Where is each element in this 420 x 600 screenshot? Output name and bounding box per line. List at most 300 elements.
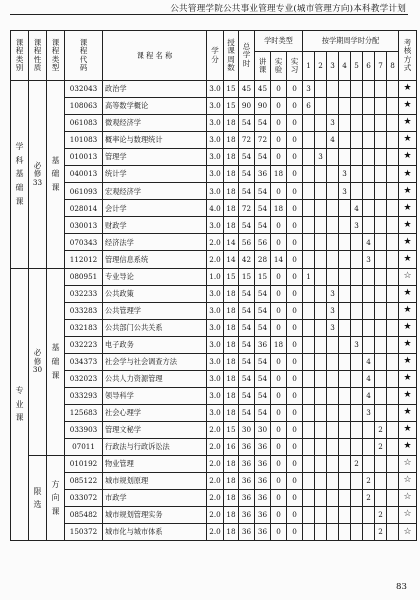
semester-8-hours [387, 200, 399, 217]
col-header-sem-2: 2 [315, 52, 327, 81]
assessment-icon: ☆ [399, 524, 417, 541]
semester-6-hours [363, 166, 375, 183]
semester-7-hours [375, 98, 387, 115]
semester-5-hours [351, 166, 363, 183]
semester-1-hours [303, 438, 315, 455]
semester-4-hours: 3 [339, 166, 351, 183]
semester-4-hours [339, 302, 351, 319]
semester-2-hours: 3 [315, 149, 327, 166]
semester-8-hours [387, 404, 399, 421]
practice-hours-cell: 0 [287, 490, 303, 507]
lecture-hours-cell: 36 [255, 524, 271, 541]
semester-1-hours [303, 387, 315, 404]
course-code: 028014 [65, 200, 103, 217]
semester-4-hours [339, 285, 351, 302]
table-row [11, 285, 417, 302]
semester-6-hours: 3 [363, 251, 375, 268]
weeks-cell: 18 [224, 319, 239, 336]
lab-hours-cell: 0 [271, 268, 287, 285]
course-code: 070343 [65, 234, 103, 251]
table-row [11, 183, 417, 200]
credit-cell: 1.0 [207, 268, 224, 285]
weeks-cell: 18 [224, 490, 239, 507]
credit-cell: 2.0 [207, 524, 224, 541]
table-row [11, 404, 417, 421]
credit-cell: 2.0 [207, 234, 224, 251]
semester-4-hours [339, 507, 351, 524]
practice-hours-cell: 0 [287, 200, 303, 217]
col-header-sem-8: 8 [387, 52, 399, 81]
table-row [11, 319, 417, 336]
page-number: 83 [396, 582, 407, 592]
lab-hours-cell: 0 [271, 421, 287, 438]
lab-hours-cell: 0 [271, 524, 287, 541]
semester-7-hours [375, 404, 387, 421]
col-header-code: 课程代码 [65, 31, 103, 81]
semester-8-hours [387, 336, 399, 353]
nature-char: 修 [33, 356, 42, 366]
semester-2-hours [315, 132, 327, 149]
semester-3-hours [327, 473, 339, 490]
weeks-cell: 18 [224, 115, 239, 132]
col-header-lecture: 讲课 [255, 52, 271, 81]
semester-8-hours [387, 302, 399, 319]
semester-8-hours [387, 473, 399, 490]
table-row [11, 421, 417, 438]
semester-3-hours: 4 [327, 132, 339, 149]
table-row [11, 336, 417, 353]
semester-4-hours [339, 319, 351, 336]
semester-2-hours [315, 166, 327, 183]
semester-4-hours [339, 115, 351, 132]
semester-6-hours [363, 285, 375, 302]
semester-7-hours [375, 81, 387, 98]
course-name: 管理文秘学 [103, 421, 207, 438]
lecture-hours-cell: 54 [255, 149, 271, 166]
practice-hours-cell: 0 [287, 507, 303, 524]
nature-restricted-elective-text: 限选 [33, 486, 42, 510]
course-code: 085482 [65, 507, 103, 524]
course-name: 行政法与行政诉讼法 [103, 438, 207, 455]
weeks-cell: 18 [224, 217, 239, 234]
course-name: 城市规划管理实务 [103, 507, 207, 524]
semester-5-hours [351, 302, 363, 319]
semester-4-hours [339, 217, 351, 234]
course-code: 061083 [65, 115, 103, 132]
total-hours-cell: 54 [239, 285, 255, 302]
table-row [11, 438, 417, 455]
semester-1-hours [303, 319, 315, 336]
semester-8-hours [387, 251, 399, 268]
table-row [11, 81, 417, 98]
lecture-hours-cell: 15 [255, 268, 271, 285]
category-disciplinary-base-text: 学科基础课 [15, 142, 24, 206]
credit-cell: 3.0 [207, 370, 224, 387]
semester-8-hours [387, 81, 399, 98]
assessment-icon: ☆ [399, 507, 417, 524]
semester-3-hours [327, 387, 339, 404]
semester-1-hours [303, 490, 315, 507]
course-name: 城市化与城市体系 [103, 524, 207, 541]
assessment-icon: ★ [399, 217, 417, 234]
semester-3-hours [327, 81, 339, 98]
course-code: 085122 [65, 473, 103, 490]
assessment-icon: ☆ [399, 473, 417, 490]
table-row [11, 149, 417, 166]
semester-7-hours [375, 166, 387, 183]
semester-5-hours [351, 370, 363, 387]
semester-5-hours [351, 319, 363, 336]
lecture-hours-cell: 36 [255, 166, 271, 183]
col-header-lab: 实验 [271, 52, 287, 81]
semester-3-hours: 3 [327, 302, 339, 319]
semester-4-hours [339, 404, 351, 421]
semester-6-hours [363, 132, 375, 149]
credit-cell: 2.0 [207, 251, 224, 268]
semester-3-hours [327, 183, 339, 200]
assessment-icon: ★ [399, 319, 417, 336]
semester-1-hours [303, 251, 315, 268]
semester-5-hours: 3 [351, 217, 363, 234]
practice-hours-cell: 0 [287, 456, 303, 473]
semester-1-hours [303, 336, 315, 353]
semester-1-hours [303, 200, 315, 217]
lecture-hours-cell: 36 [255, 490, 271, 507]
category-professional [11, 268, 29, 541]
semester-3-hours: 3 [327, 285, 339, 302]
semester-4-hours [339, 353, 351, 370]
semester-1-hours: 1 [303, 268, 315, 285]
assessment-icon: ★ [399, 166, 417, 183]
weeks-cell: 14 [224, 251, 239, 268]
semester-6-hours [363, 81, 375, 98]
semester-5-hours: 4 [351, 200, 363, 217]
semester-8-hours [387, 149, 399, 166]
lecture-hours-cell: 54 [255, 404, 271, 421]
semester-6-hours [363, 421, 375, 438]
table-row [11, 370, 417, 387]
table-row [11, 456, 417, 473]
total-hours-cell: 15 [239, 268, 255, 285]
semester-5-hours [351, 251, 363, 268]
teaching-plan-table [10, 30, 417, 541]
weeks-cell: 18 [224, 370, 239, 387]
lab-hours-cell: 0 [271, 404, 287, 421]
semester-1-hours: 6 [303, 98, 315, 115]
practice-hours-cell: 0 [287, 319, 303, 336]
semester-5-hours [351, 507, 363, 524]
weeks-cell: 14 [224, 234, 239, 251]
semester-8-hours [387, 507, 399, 524]
course-name: 城市规划原理 [103, 473, 207, 490]
semester-4-hours [339, 234, 351, 251]
course-name: 微观经济学 [103, 115, 207, 132]
semester-4-hours [339, 268, 351, 285]
type-direction [47, 456, 65, 541]
semester-4-hours [339, 251, 351, 268]
lecture-hours-cell: 54 [255, 353, 271, 370]
lab-hours-cell: 0 [271, 490, 287, 507]
credit-cell: 3.0 [207, 319, 224, 336]
semester-8-hours [387, 217, 399, 234]
weeks-cell: 18 [224, 473, 239, 490]
semester-2-hours [315, 473, 327, 490]
lab-hours-cell: 0 [271, 285, 287, 302]
semester-2-hours [315, 387, 327, 404]
total-hours-cell: 45 [239, 81, 255, 98]
semester-2-hours [315, 490, 327, 507]
semester-6-hours: 2 [363, 473, 375, 490]
credit-cell: 3.0 [207, 387, 224, 404]
assessment-icon: ★ [399, 353, 417, 370]
semester-5-hours [351, 98, 363, 115]
practice-hours-cell: 0 [287, 217, 303, 234]
semester-6-hours [363, 149, 375, 166]
weeks-cell: 18 [224, 200, 239, 217]
semester-1-hours [303, 183, 315, 200]
semester-8-hours [387, 524, 399, 541]
col-header-sem-6: 6 [363, 52, 375, 81]
credit-cell: 3.0 [207, 217, 224, 234]
semester-1-hours [303, 234, 315, 251]
credit-cell: 3.0 [207, 285, 224, 302]
semester-2-hours [315, 81, 327, 98]
semester-7-hours [375, 149, 387, 166]
assessment-icon: ★ [399, 234, 417, 251]
credit-cell: 3.0 [207, 132, 224, 149]
semester-5-hours [351, 81, 363, 98]
semester-2-hours [315, 183, 327, 200]
course-name: 公共管理学 [103, 302, 207, 319]
lab-hours-cell: 0 [271, 473, 287, 490]
semester-7-hours [375, 285, 387, 302]
course-name: 领导科学 [103, 387, 207, 404]
practice-hours-cell: 0 [287, 234, 303, 251]
practice-hours-cell: 0 [287, 115, 303, 132]
lecture-hours-cell: 30 [255, 421, 271, 438]
total-hours-cell: 36 [239, 490, 255, 507]
total-hours-cell: 36 [239, 456, 255, 473]
weeks-cell: 15 [224, 81, 239, 98]
semester-1-hours [303, 166, 315, 183]
course-rows [11, 81, 417, 541]
col-header-practice: 实习 [287, 52, 303, 81]
course-name: 管理学 [103, 149, 207, 166]
total-hours-cell: 54 [239, 302, 255, 319]
semester-3-hours: 3 [327, 319, 339, 336]
credit-cell: 3.0 [207, 404, 224, 421]
credit-cell: 3.0 [207, 81, 224, 98]
col-header-sem-1: 1 [303, 52, 315, 81]
total-hours-cell: 54 [239, 115, 255, 132]
semester-4-hours [339, 132, 351, 149]
col-header-sem-5: 5 [351, 52, 363, 81]
table-row [11, 302, 417, 319]
semester-8-hours [387, 115, 399, 132]
practice-hours-cell: 0 [287, 524, 303, 541]
semester-1-hours: 3 [303, 81, 315, 98]
lab-hours-cell: 14 [271, 251, 287, 268]
semester-4-hours [339, 149, 351, 166]
course-code: 032223 [65, 336, 103, 353]
semester-3-hours [327, 200, 339, 217]
course-name: 政治学 [103, 81, 207, 98]
lecture-hours-cell: 54 [255, 319, 271, 336]
course-name: 概率论与数理统计 [103, 132, 207, 149]
semester-1-hours [303, 217, 315, 234]
lecture-hours-cell: 72 [255, 132, 271, 149]
semester-3-hours [327, 336, 339, 353]
total-hours-cell: 54 [239, 183, 255, 200]
semester-6-hours [363, 336, 375, 353]
weeks-cell: 16 [224, 438, 239, 455]
semester-7-hours [375, 200, 387, 217]
course-code: 032023 [65, 370, 103, 387]
course-name: 专业导论 [103, 268, 207, 285]
lecture-hours-cell: 54 [255, 200, 271, 217]
semester-3-hours: 3 [327, 115, 339, 132]
lab-hours-cell: 0 [271, 302, 287, 319]
semester-7-hours [375, 115, 387, 132]
course-code: 033072 [65, 490, 103, 507]
page-header [0, 0, 420, 16]
lab-hours-cell: 0 [271, 507, 287, 524]
lecture-hours-cell: 54 [255, 115, 271, 132]
type-direction-text: 方向课 [51, 479, 60, 516]
total-hours-cell: 36 [239, 507, 255, 524]
lecture-hours-cell: 90 [255, 98, 271, 115]
semester-6-hours: 2 [363, 490, 375, 507]
assessment-icon: ★ [399, 98, 417, 115]
weeks-cell: 15 [224, 98, 239, 115]
semester-5-hours [351, 404, 363, 421]
course-code: 125683 [65, 404, 103, 421]
course-name: 社会学与社会调查方法 [103, 353, 207, 370]
credit-cell: 3.0 [207, 98, 224, 115]
semester-3-hours [327, 370, 339, 387]
table-row [11, 166, 417, 183]
lecture-hours-cell: 56 [255, 234, 271, 251]
nature-required-33 [29, 81, 47, 269]
total-hours-cell: 54 [239, 370, 255, 387]
lecture-hours-cell: 54 [255, 183, 271, 200]
course-code: 033293 [65, 387, 103, 404]
semester-2-hours [315, 302, 327, 319]
course-name: 公共部门公共关系 [103, 319, 207, 336]
semester-8-hours [387, 234, 399, 251]
nature-char: 必 [33, 348, 42, 358]
semester-4-hours [339, 473, 351, 490]
semester-7-hours [375, 370, 387, 387]
assessment-icon: ★ [399, 81, 417, 98]
semester-1-hours [303, 115, 315, 132]
weeks-cell: 15 [224, 421, 239, 438]
semester-2-hours [315, 251, 327, 268]
semester-8-hours [387, 98, 399, 115]
practice-hours-cell: 0 [287, 268, 303, 285]
course-code: 032183 [65, 319, 103, 336]
assessment-icon: ☆ [399, 490, 417, 507]
course-name: 公共政策 [103, 285, 207, 302]
semester-5-hours: 2 [351, 456, 363, 473]
semester-1-hours [303, 149, 315, 166]
practice-hours-cell: 0 [287, 149, 303, 166]
practice-hours-cell: 0 [287, 353, 303, 370]
semester-8-hours [387, 166, 399, 183]
lab-hours-cell: 0 [271, 438, 287, 455]
semester-1-hours [303, 473, 315, 490]
semester-6-hours [363, 438, 375, 455]
semester-4-hours [339, 98, 351, 115]
assessment-icon: ★ [399, 149, 417, 166]
semester-6-hours [363, 507, 375, 524]
credit-cell: 3.0 [207, 183, 224, 200]
total-hours-cell: 36 [239, 438, 255, 455]
semester-7-hours [375, 336, 387, 353]
semester-5-hours [351, 268, 363, 285]
type-base-prof-text: 基础课 [51, 343, 60, 380]
semester-3-hours [327, 490, 339, 507]
nature-restricted-elective [29, 456, 47, 541]
practice-hours-cell: 0 [287, 81, 303, 98]
semester-4-hours [339, 200, 351, 217]
semester-1-hours [303, 524, 315, 541]
semester-1-hours [303, 302, 315, 319]
assessment-icon: ☆ [399, 456, 417, 473]
semester-8-hours [387, 438, 399, 455]
semester-7-hours [375, 456, 387, 473]
weeks-cell: 15 [224, 268, 239, 285]
course-code: 112012 [65, 251, 103, 268]
course-name: 宏观经济学 [103, 183, 207, 200]
semester-7-hours [375, 302, 387, 319]
table-row [11, 524, 417, 541]
course-code: 101083 [65, 132, 103, 149]
semester-8-hours [387, 268, 399, 285]
course-name: 物业管理 [103, 456, 207, 473]
lecture-hours-cell: 54 [255, 370, 271, 387]
col-header-sem-3: 3 [327, 52, 339, 81]
col-header-semester-group: 按学期周学时分配 [303, 31, 399, 52]
semester-5-hours [351, 183, 363, 200]
practice-hours-cell: 0 [287, 473, 303, 490]
course-name: 财政学 [103, 217, 207, 234]
semester-3-hours [327, 507, 339, 524]
total-hours-cell: 54 [239, 319, 255, 336]
semester-4-hours [339, 438, 351, 455]
type-base-disc [47, 81, 65, 269]
course-code: 061093 [65, 183, 103, 200]
semester-8-hours [387, 183, 399, 200]
assessment-icon: ☆ [399, 268, 417, 285]
nature-char: 修 [33, 169, 42, 179]
semester-2-hours [315, 524, 327, 541]
weeks-cell: 18 [224, 149, 239, 166]
semester-4-hours: 3 [339, 183, 351, 200]
weeks-cell: 18 [224, 183, 239, 200]
total-hours-cell: 54 [239, 217, 255, 234]
practice-hours-cell: 0 [287, 387, 303, 404]
practice-hours-cell: 0 [287, 98, 303, 115]
semester-5-hours [351, 149, 363, 166]
semester-4-hours [339, 387, 351, 404]
header-rule [10, 14, 408, 15]
credit-cell: 2.0 [207, 438, 224, 455]
semester-7-hours [375, 268, 387, 285]
semester-2-hours [315, 217, 327, 234]
semester-6-hours [363, 302, 375, 319]
weeks-cell: 18 [224, 285, 239, 302]
